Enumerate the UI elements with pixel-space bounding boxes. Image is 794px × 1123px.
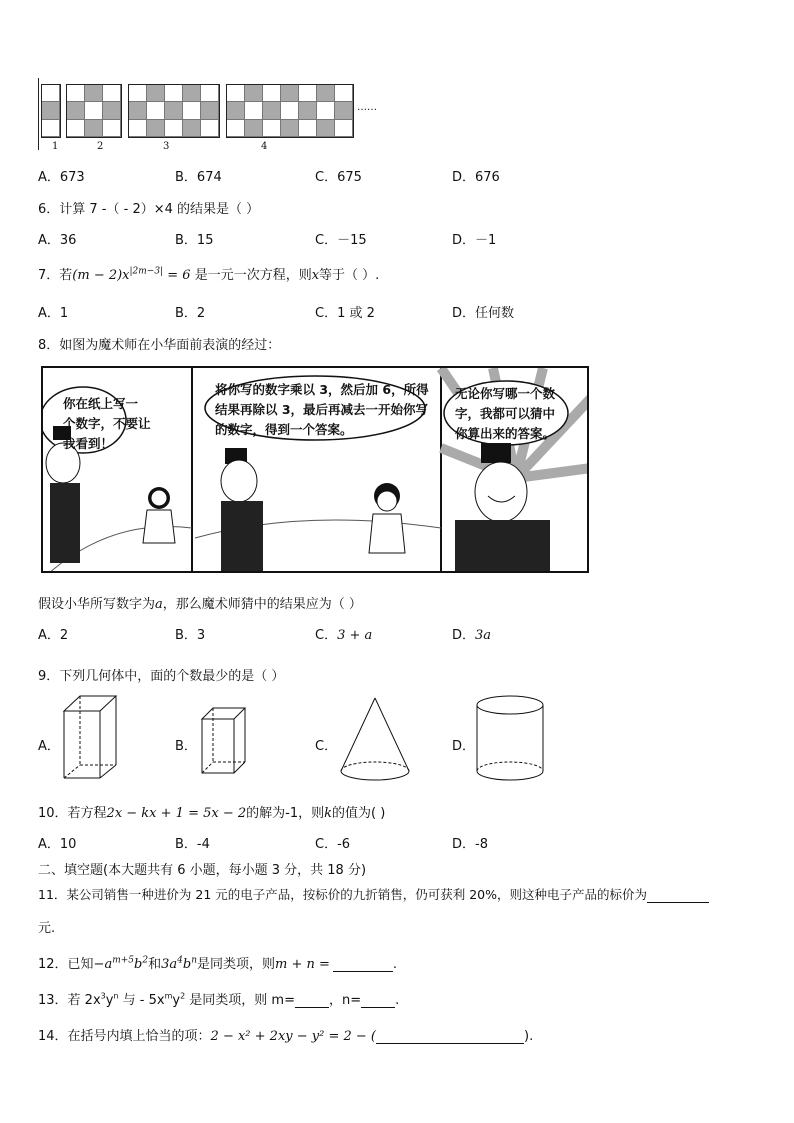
q12-term1: −a xyxy=(93,957,113,972)
q12-sum: m + n = xyxy=(275,957,330,972)
pattern-figure-1 xyxy=(41,84,61,138)
section-2-heading: 二、填空题(本大题共有 6 小题，每小题 3 分，共 18 分) xyxy=(38,863,367,878)
q10-option-c[interactable]: C．-6 xyxy=(315,837,351,852)
q6-stem: 6．计算 7 -（ - 2）×4 的结果是（ ） xyxy=(38,202,260,217)
q7-equation-rhs: = 6 xyxy=(163,268,191,283)
q12-term2-exp: 4 xyxy=(177,955,183,966)
q6-option-a[interactable]: A．36 xyxy=(38,233,77,248)
q14-blank[interactable] xyxy=(376,1043,524,1044)
magic-comic xyxy=(41,366,589,573)
bubble-2 xyxy=(215,380,429,440)
q9-option-b[interactable]: B． xyxy=(175,739,197,754)
q12-term1-exp: m+5 xyxy=(112,955,135,966)
bubble-2-line-2: 结果再除以 3，最后再减去一开始你写 xyxy=(215,402,429,417)
q13-mid: 与 - 5x xyxy=(118,993,165,1008)
cuboid-icon xyxy=(198,705,248,775)
q5-option-a[interactable]: A．673 xyxy=(38,170,85,185)
q10-option-d[interactable]: D．-8 xyxy=(452,837,488,852)
q10-equation: 2x − kx + 1 = 5x − 2 xyxy=(106,806,247,821)
q8-question-post: ，那么魔术师猜中的结果应为（ ） xyxy=(162,597,362,612)
bubble-3-line-1: 无论你写哪一个数 xyxy=(455,386,556,401)
q7-var: x xyxy=(311,268,320,283)
q13-pre: 13．若 2x xyxy=(38,993,101,1008)
q10-stem xyxy=(38,802,385,821)
q7-equation: (m − 2)x xyxy=(72,268,130,283)
q12-mid2: 是同类项，则 xyxy=(196,957,275,972)
q7-stem xyxy=(38,264,379,283)
q9-option-a[interactable]: A． xyxy=(38,739,60,754)
q9-option-d[interactable]: D． xyxy=(452,739,476,754)
q10-option-a[interactable]: A．10 xyxy=(38,837,77,852)
q5-option-d[interactable]: D．676 xyxy=(452,170,500,185)
q10-option-b[interactable]: B．-4 xyxy=(175,837,210,852)
q10-end: 的值为( ) xyxy=(332,806,386,821)
q13-mid2: 是同类项，则 m= xyxy=(185,993,295,1008)
q7-option-c[interactable]: C．1 或 2 xyxy=(315,306,375,321)
q13-m2: y xyxy=(172,993,181,1008)
q8-option-d-label: D． xyxy=(452,628,476,643)
q12-blank[interactable] xyxy=(333,971,393,972)
q12-stem xyxy=(38,953,397,972)
q8-option-c[interactable] xyxy=(315,624,372,643)
q7-text: 是一元一次方程，则 xyxy=(194,268,312,283)
q13-m1: y xyxy=(105,993,114,1008)
q14-stem xyxy=(38,1025,533,1044)
pattern-figure-3 xyxy=(128,84,220,138)
bubble-2-line-1: 将你写的数字乘以 3，然后加 6，所得 xyxy=(215,382,429,397)
bubble-1-line-2: 个数字，不要让 xyxy=(63,416,151,431)
q12-term2b: b xyxy=(182,957,192,972)
q8-option-b[interactable]: B．3 xyxy=(175,628,206,643)
q7-prefix: 7．若 xyxy=(38,268,73,283)
q12-end: . xyxy=(392,957,398,972)
q9-option-c[interactable]: C． xyxy=(315,739,338,754)
q6-option-c[interactable]: C．－15 xyxy=(315,233,367,248)
q6-option-b[interactable]: B．15 xyxy=(175,233,214,248)
q13-e1: 3 xyxy=(100,991,106,1001)
q11-line-2: 元. xyxy=(38,921,56,936)
q5-option-c[interactable]: C．675 xyxy=(315,170,362,185)
q11-line-1 xyxy=(38,885,709,903)
pattern-figure-4 xyxy=(226,84,354,138)
q12-term2: 3a xyxy=(161,957,178,972)
q13-blank-m[interactable] xyxy=(295,1007,329,1008)
q6-option-d[interactable]: D．－1 xyxy=(452,233,497,248)
cone-icon xyxy=(338,695,412,785)
q7-option-b[interactable]: B．2 xyxy=(175,306,206,321)
figure-label-2: 2 xyxy=(97,141,104,152)
q5-option-b[interactable]: B．674 xyxy=(175,170,222,185)
q8-option-d-math: 3a xyxy=(475,628,492,643)
q12-term1b-exp: 2 xyxy=(142,955,149,966)
q8-option-c-label: C． xyxy=(315,628,338,643)
figure-label-1: 1 xyxy=(52,141,59,152)
q8-option-a[interactable]: A．2 xyxy=(38,628,69,643)
q8-stem: 8．如图为魔术师在小华面前表演的经过： xyxy=(38,338,281,353)
q8-question-var: a xyxy=(155,597,163,612)
q12-term2b-exp: n xyxy=(191,955,197,966)
q9-stem: 9．下列几何体中，面的个数最少的是（ ） xyxy=(38,669,285,684)
bubble-2-line-3: 的数字，得到一个答案。 xyxy=(215,422,353,437)
bubble-1 xyxy=(63,394,151,454)
figure-label-3: 3 xyxy=(163,141,170,152)
q12-pre: 12．已知 xyxy=(38,957,94,972)
bubble-1-line-3: 我看到！ xyxy=(63,436,114,451)
q13-e3: m xyxy=(164,991,173,1001)
q14-end: ). xyxy=(524,1029,534,1044)
figure-ellipsis: …… xyxy=(357,102,377,113)
q7-option-d[interactable]: D．任何数 xyxy=(452,306,515,321)
q14-pre: 14．在括号内填上恰当的项： xyxy=(38,1029,211,1044)
q7-exponent: |2m−3| xyxy=(129,266,164,277)
q11-blank[interactable] xyxy=(647,902,709,903)
q13-mid3: ，n= xyxy=(329,993,362,1008)
cylinder-icon xyxy=(474,693,546,785)
bubble-3 xyxy=(455,384,555,444)
q8-option-d[interactable] xyxy=(452,624,491,643)
q8-option-c-math: 3 + a xyxy=(337,628,373,643)
q14-expression: 2 − x² + 2xy − y² = 2 − ( xyxy=(210,1029,376,1044)
q13-stem xyxy=(38,989,399,1008)
q8-question-pre: 假设小华所写数字为 xyxy=(38,597,156,612)
q10-var: k xyxy=(324,806,332,821)
q13-e2: n xyxy=(113,991,119,1001)
q12-term1b: b xyxy=(134,957,143,972)
q11-text: 11．某公司销售一种进价为 21 元的电子产品，按标价的九折销售，仍可获利 20%，则这种电子产品的标价为 xyxy=(38,887,648,902)
q10-prefix: 10．若方程 xyxy=(38,806,107,821)
q7-option-a[interactable]: A．1 xyxy=(38,306,69,321)
q12-mid: 和 xyxy=(148,957,162,972)
q7-end: 等于（ ）. xyxy=(319,268,380,283)
bubble-1-line-1: 你在纸上写一 xyxy=(63,396,139,411)
triangular-prism-icon xyxy=(60,693,120,783)
q10-mid: 的解为-1，则 xyxy=(246,806,325,821)
bubble-3-line-2: 字，我都可以猜中 xyxy=(455,406,556,421)
q13-end: . xyxy=(395,993,400,1008)
figure-label-4: 4 xyxy=(261,141,268,152)
bubble-3-line-3: 你算出来的答案。 xyxy=(455,426,556,441)
figure-1-tick xyxy=(38,78,39,150)
q8-question xyxy=(38,593,362,612)
q13-blank-n[interactable] xyxy=(361,1007,395,1008)
pattern-figure-2 xyxy=(66,84,122,138)
q13-e4: 2 xyxy=(180,991,186,1001)
